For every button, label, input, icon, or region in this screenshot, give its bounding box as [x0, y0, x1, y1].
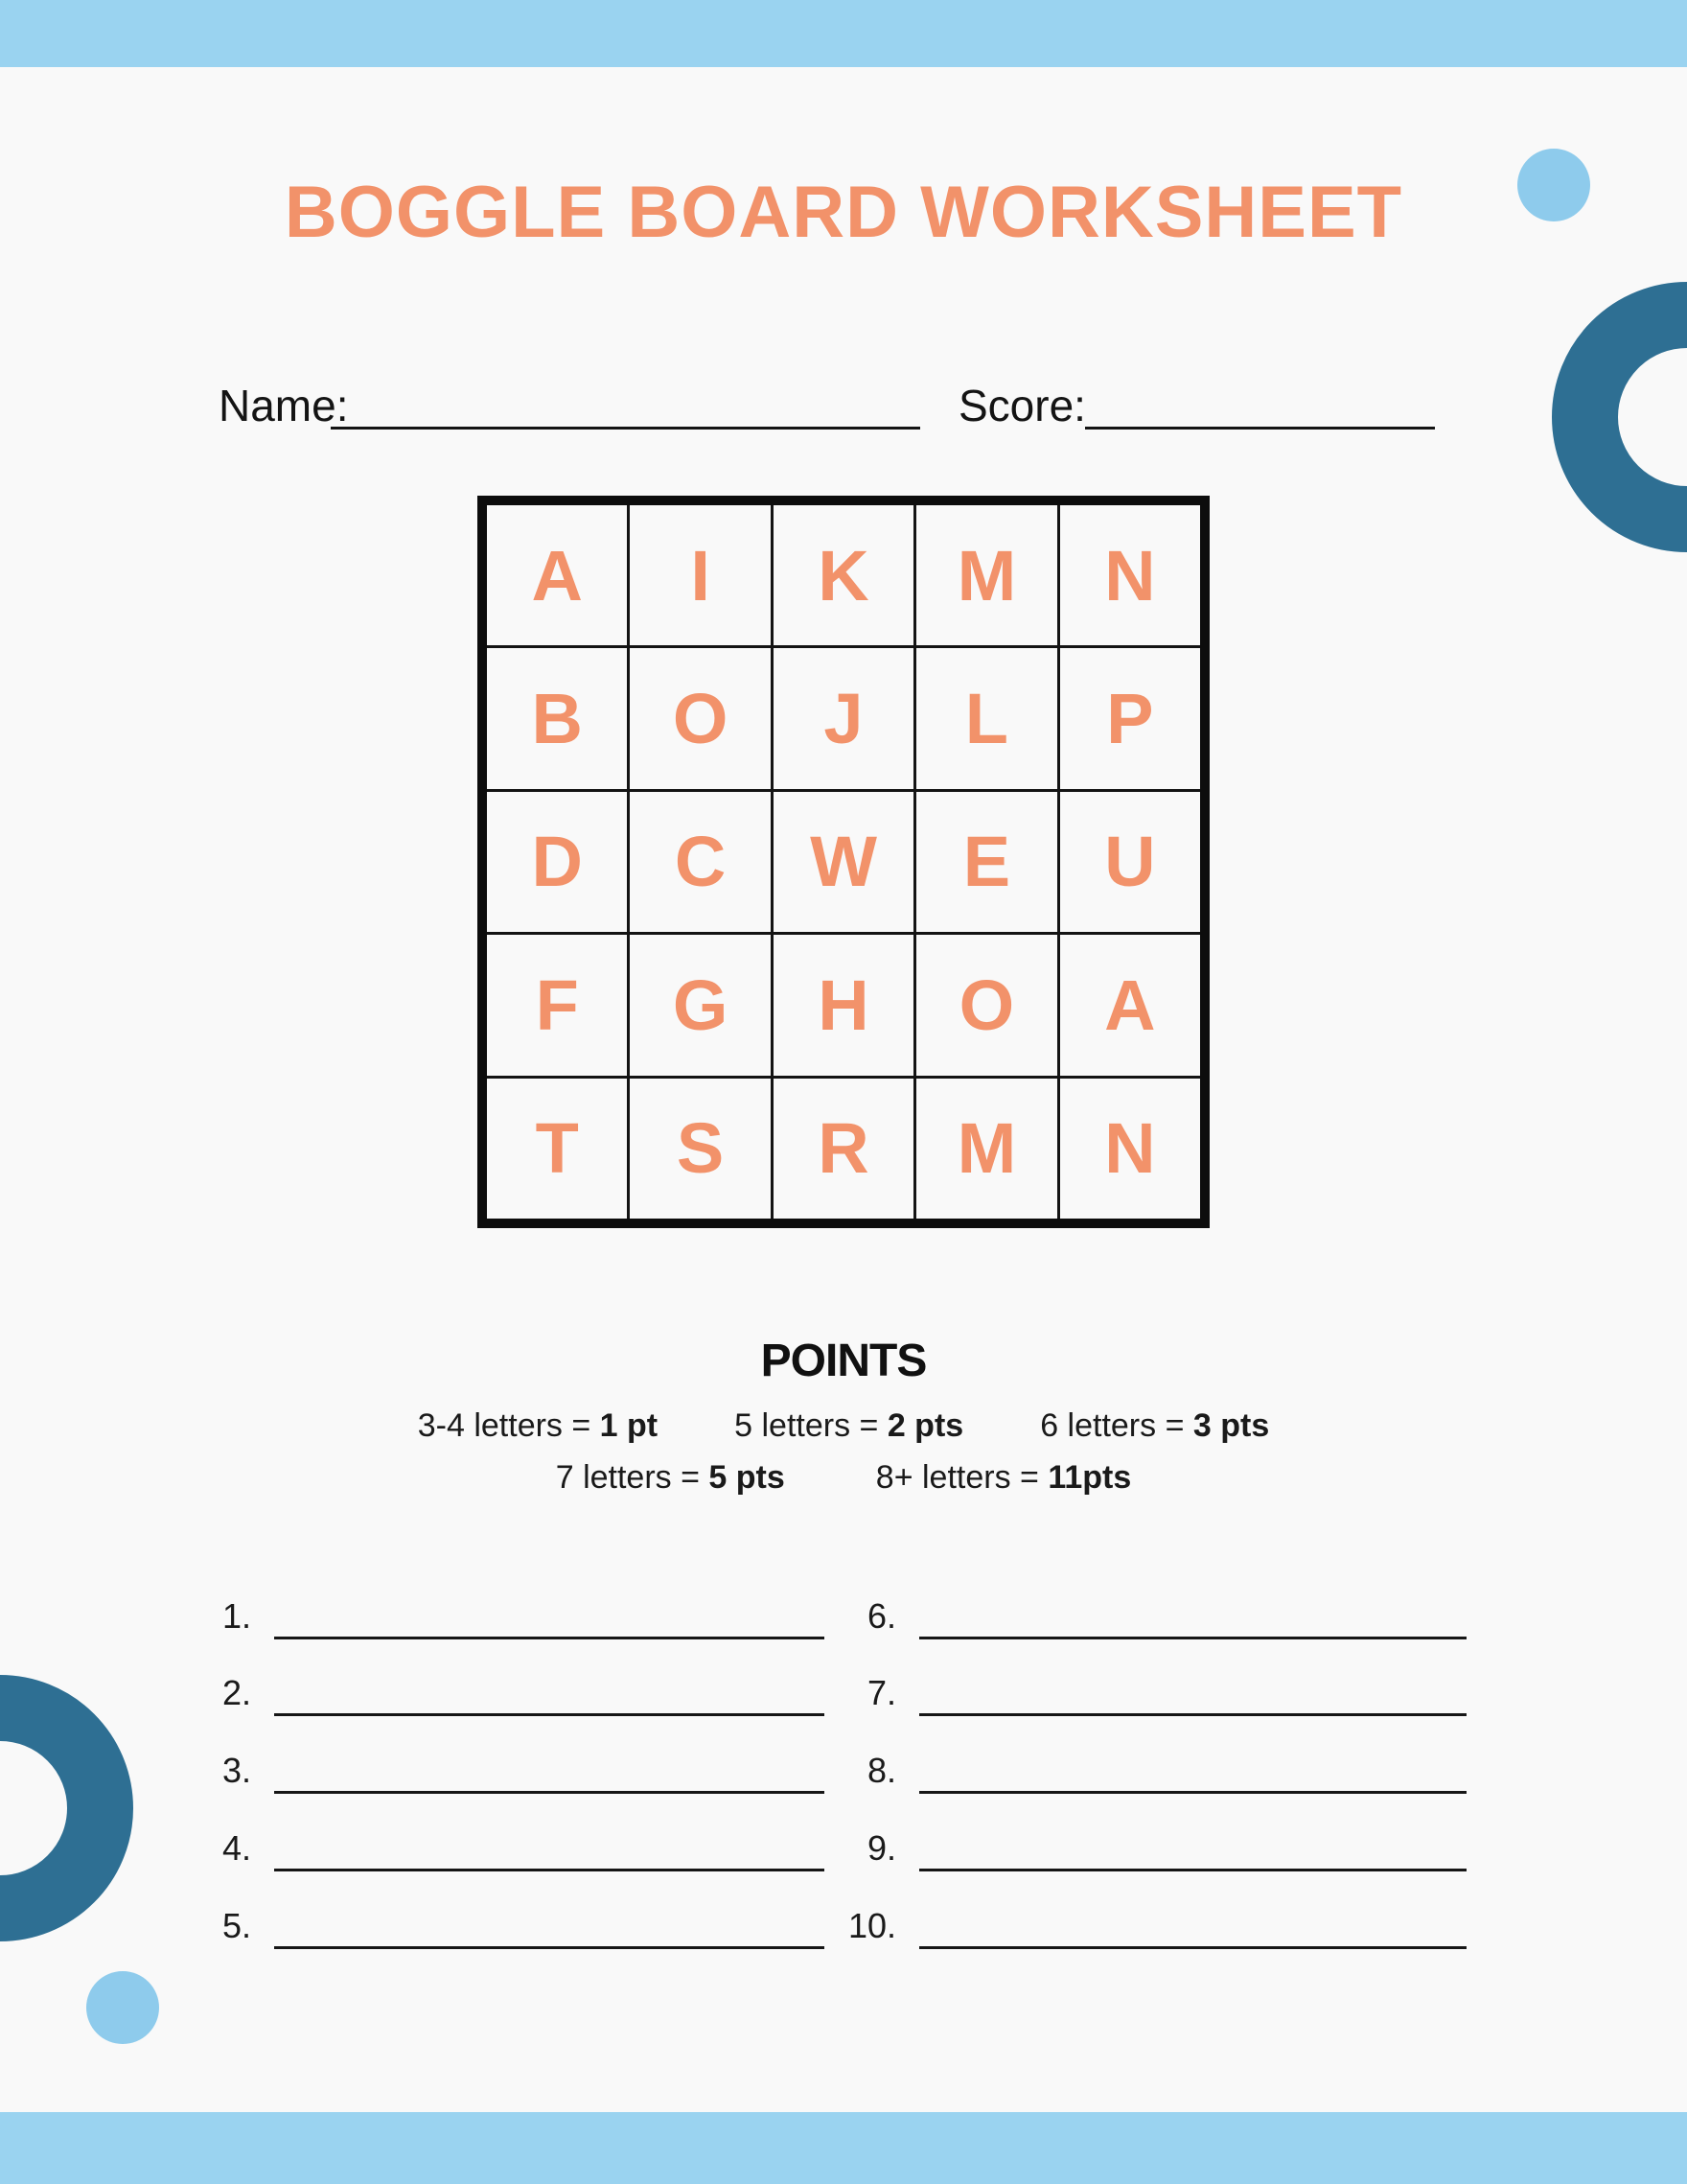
board-cell-r2c3: J	[774, 648, 913, 788]
answer-row-6	[815, 1595, 1467, 1639]
answer-row-5	[192, 1905, 824, 1949]
board-cell-r4c3: H	[774, 935, 913, 1075]
score-label: Score:	[959, 381, 1086, 430]
answer-row-4	[192, 1827, 824, 1871]
decor-circle-bottom-left	[86, 1971, 159, 2044]
board-cell-r5c1: T	[487, 1079, 627, 1219]
answer-number: 6.	[867, 1596, 896, 1636]
board-cell-r3c1: D	[487, 792, 627, 932]
boggle-board	[477, 496, 1210, 1228]
answer-number: 7.	[867, 1673, 896, 1712]
board-cell-r5c5: N	[1060, 1079, 1200, 1219]
board-cell-r1c4: M	[916, 505, 1056, 645]
points-rule: 7 letters = 5 pts	[555, 1459, 785, 1496]
answer-input-line[interactable]	[274, 1791, 824, 1794]
board-cell-r1c3: K	[774, 505, 913, 645]
answer-row-2	[192, 1672, 824, 1716]
board-cell-r1c1: A	[487, 505, 627, 645]
answer-number: 3.	[221, 1751, 251, 1790]
answer-row-10	[815, 1905, 1467, 1949]
board-cell-r1c5: N	[1060, 505, 1200, 645]
answer-input-line[interactable]	[919, 1637, 1467, 1639]
board-cell-r2c4: L	[916, 648, 1056, 788]
board-cell-r5c3: R	[774, 1079, 913, 1219]
name-label: Name:	[219, 381, 349, 430]
answer-number: 8.	[867, 1751, 896, 1790]
decor-ring-left	[0, 1675, 133, 1941]
answer-number: 2.	[221, 1673, 251, 1712]
points-rule: 5 letters = 2 pts	[734, 1407, 964, 1444]
board-cell-r5c2: S	[630, 1079, 770, 1219]
board-cell-r2c2: O	[630, 648, 770, 788]
decor-ring-right	[1552, 282, 1687, 552]
answer-number: 9.	[867, 1828, 896, 1868]
page-title: BOGGLE BOARD WORKSHEET	[284, 172, 1403, 253]
points-heading: POINTS	[760, 1336, 927, 1386]
board-cell-r3c5: U	[1060, 792, 1200, 932]
answer-input-line[interactable]	[274, 1637, 824, 1639]
board-cell-r5c4: M	[916, 1079, 1056, 1219]
points-rule: 3-4 letters = 1 pt	[417, 1407, 659, 1444]
points-rule: 6 letters = 3 pts	[1040, 1407, 1270, 1444]
answer-row-8	[815, 1750, 1467, 1794]
answer-input-line[interactable]	[274, 1713, 824, 1716]
board-cell-r1c2: I	[630, 505, 770, 645]
board-cell-r2c1: B	[487, 648, 627, 788]
answer-input-line[interactable]	[274, 1946, 824, 1949]
answer-input-line[interactable]	[919, 1869, 1467, 1871]
answer-number: 5.	[221, 1906, 251, 1945]
score-input-line[interactable]	[1085, 427, 1435, 430]
answer-row-3	[192, 1750, 824, 1794]
points-rule: 8+ letters = 11pts	[875, 1459, 1132, 1496]
board-cell-r3c4: E	[916, 792, 1056, 932]
bottom-border-bar	[0, 2112, 1687, 2184]
board-cell-r2c5: P	[1060, 648, 1200, 788]
board-cell-r4c5: A	[1060, 935, 1200, 1075]
board-cell-r3c3: W	[774, 792, 913, 932]
points-rules-row-2	[0, 1459, 1687, 1497]
points-rules-row-1	[0, 1407, 1687, 1445]
name-input-line[interactable]	[331, 427, 920, 430]
answer-input-line[interactable]	[919, 1791, 1467, 1794]
board-cell-r3c2: C	[630, 792, 770, 932]
answer-number: 4.	[221, 1828, 251, 1868]
answer-input-line[interactable]	[919, 1946, 1467, 1949]
answer-number: 10.	[847, 1906, 896, 1945]
board-cell-r4c2: G	[630, 935, 770, 1075]
answer-input-line[interactable]	[919, 1713, 1467, 1716]
answer-number: 1.	[221, 1596, 251, 1636]
answer-input-line[interactable]	[274, 1869, 824, 1871]
board-cell-r4c1: F	[487, 935, 627, 1075]
board-cell-r4c4: O	[916, 935, 1056, 1075]
answer-row-9	[815, 1827, 1467, 1871]
answer-row-7	[815, 1672, 1467, 1716]
answer-row-1	[192, 1595, 824, 1639]
top-border-bar	[0, 0, 1687, 67]
